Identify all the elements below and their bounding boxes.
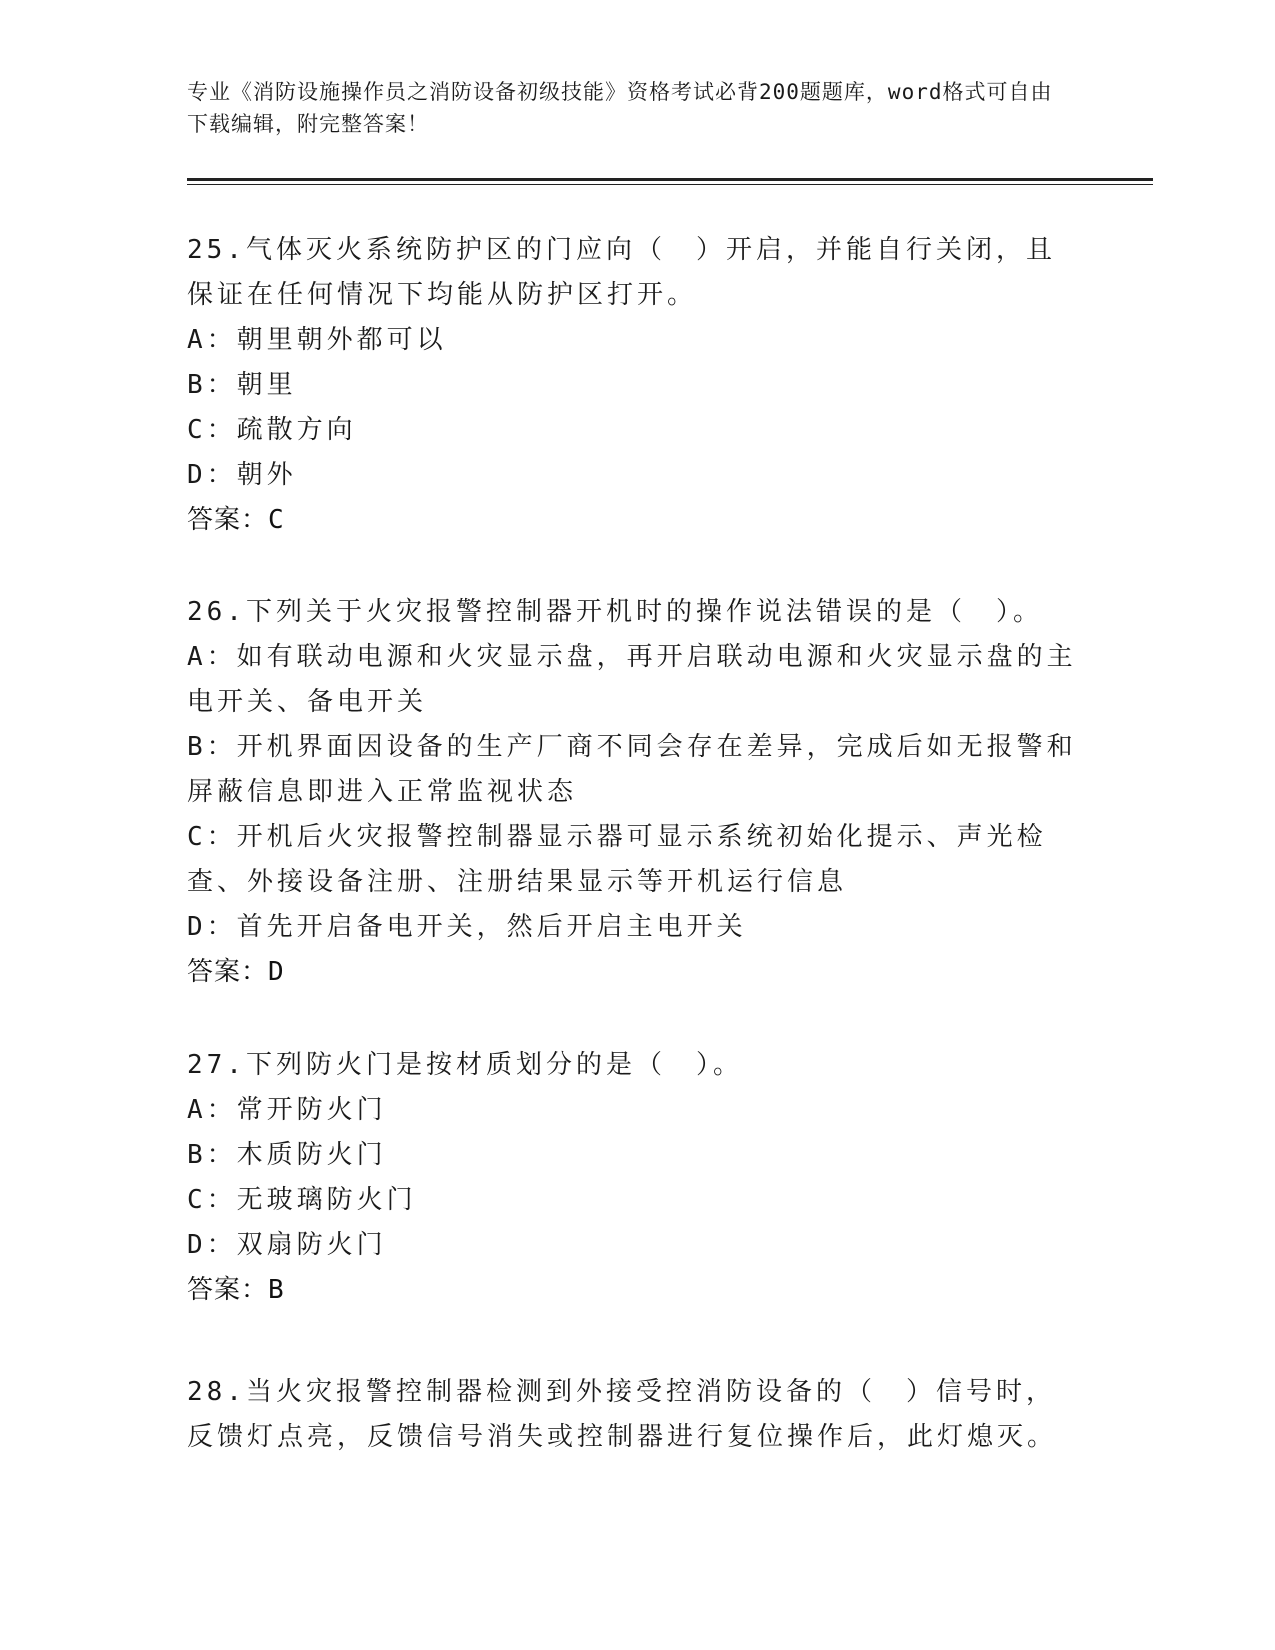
question-stem: 25.气体灭火系统防护区的门应向（ ）开启，并能自行关闭，且保证在任何情况下均能从防护区打开。 — [187, 235, 1056, 310]
question-stem: 27.下列防火门是按材质划分的是（ ）。 — [187, 1050, 743, 1080]
answer-line — [187, 498, 1077, 543]
answer-label: 答案： — [187, 1275, 269, 1305]
answer-line — [187, 1268, 1077, 1313]
option-d: D：朝外 — [187, 460, 297, 490]
answer-label: 答案： — [187, 505, 269, 535]
option-b: B：开机界面因设备的生产厂商不同会存在差异，完成后如无报警和屏蔽信息即进入正常监视状态 — [187, 732, 1077, 807]
option-c: C：开机后火灾报警控制器显示器可显示系统初始化提示、声光检查、外接设备注册、注册结果显示等开机运行信息 — [187, 822, 1047, 897]
question-28 — [187, 1370, 1077, 1460]
option-a: A：如有联动电源和火灾显示盘，再开启联动电源和火灾显示盘的主电开关、备电开关 — [187, 642, 1077, 717]
option-a: A：常开防火门 — [187, 1095, 387, 1125]
question-stem: 26.下列关于火灾报警控制器开机时的操作说法错误的是（ ）。 — [187, 597, 1043, 627]
question-25 — [187, 228, 1077, 543]
header-divider-thin — [187, 184, 1153, 185]
option-b: B：朝里 — [187, 370, 297, 400]
answer-value: B — [268, 1275, 285, 1305]
option-a: A：朝里朝外都可以 — [187, 325, 447, 355]
answer-label: 答案： — [187, 957, 269, 987]
question-stem: 28.当火灾报警控制器检测到外接受控消防设备的（ ）信号时，反馈灯点亮，反馈信号消失或控制器进行复位操作后，此灯熄灭。 — [187, 1377, 1058, 1452]
answer-value: D — [268, 957, 285, 987]
option-d: D：首先开启备电开关，然后开启主电开关 — [187, 912, 747, 942]
option-d: D：双扇防火门 — [187, 1230, 387, 1260]
option-b: B：木质防火门 — [187, 1140, 387, 1170]
answer-value: C — [268, 505, 285, 535]
header-text: 专业《消防设施操作员之消防设备初级技能》资格考试必背200题题库，word格式可自由下载编辑，附完整答案！ — [187, 80, 1053, 136]
option-c: C：无玻璃防火门 — [187, 1185, 417, 1215]
answer-line — [187, 950, 1077, 995]
header-divider-thick — [187, 178, 1153, 181]
document-header — [187, 76, 1067, 140]
option-c: C：疏散方向 — [187, 415, 357, 445]
question-27 — [187, 1043, 1077, 1313]
question-26 — [187, 590, 1077, 995]
